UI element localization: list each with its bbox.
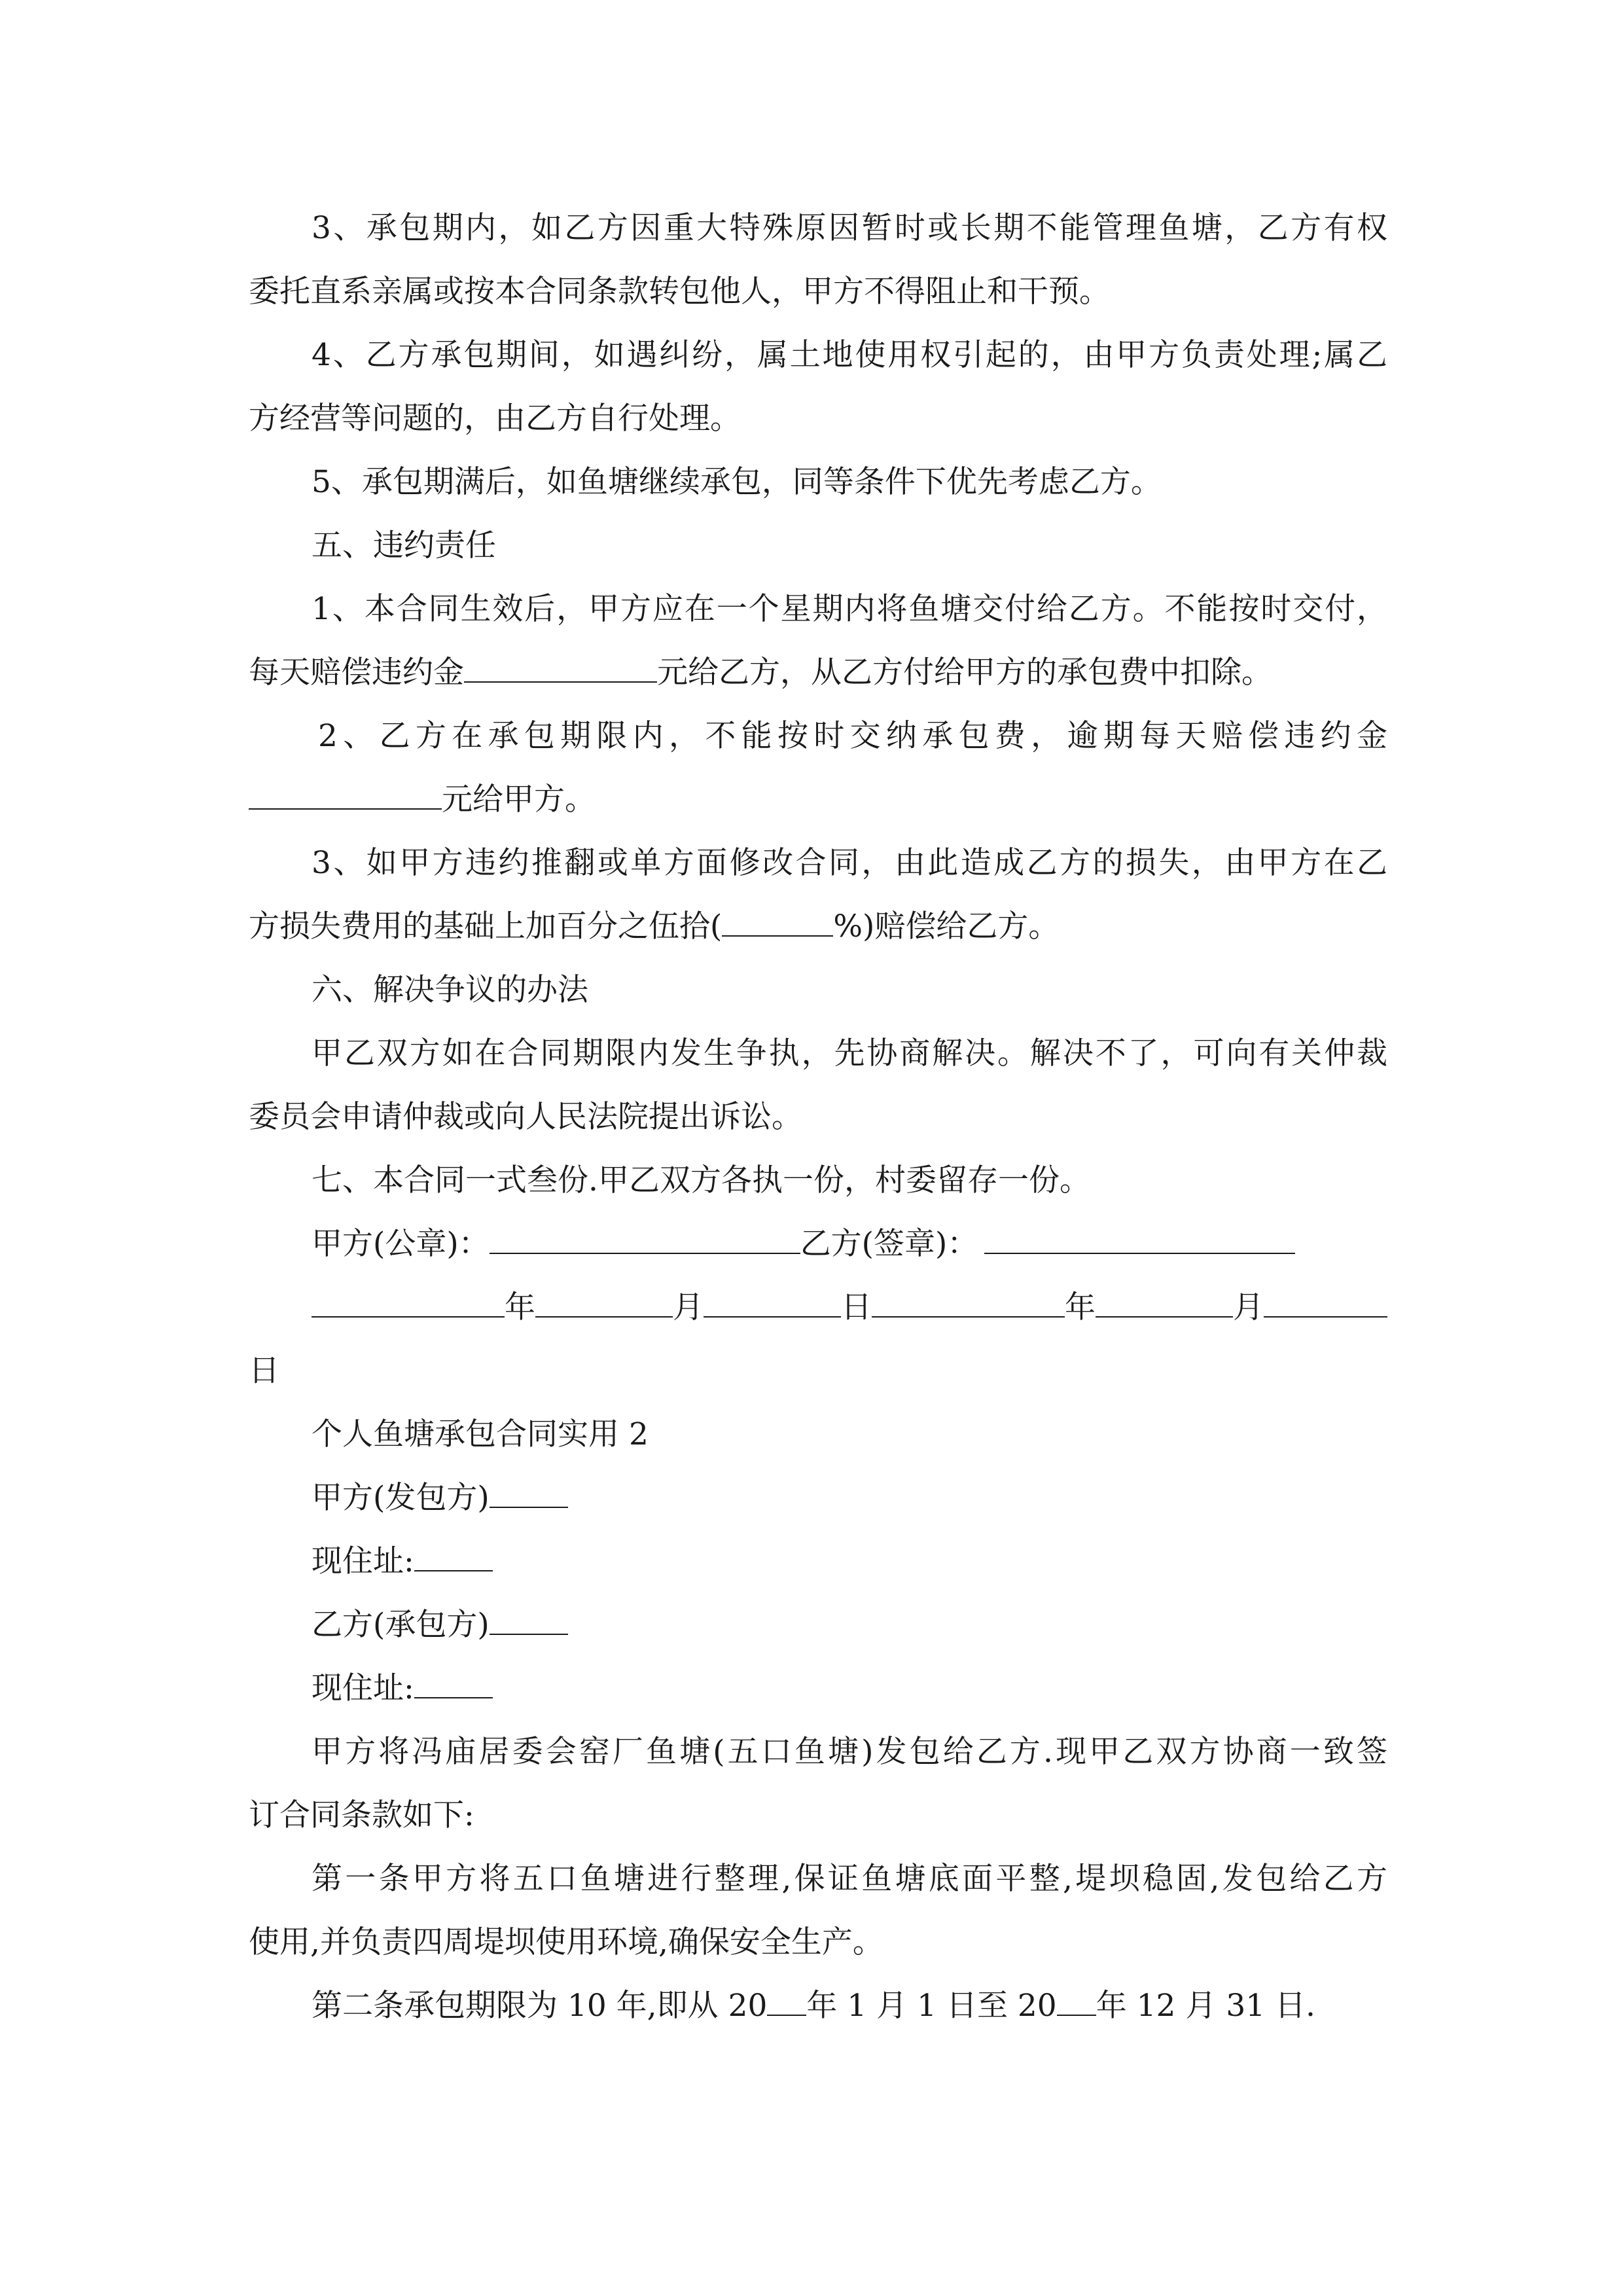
- party-b-day-blank: [1264, 1287, 1387, 1318]
- party-b-year-blank: [872, 1287, 1065, 1318]
- lessee-address-label: 现住址:: [312, 1670, 414, 1706]
- late-fee-blank: [249, 780, 442, 810]
- clause-3-line-2: 委托直系亲属或按本合同条款转包他人，甲方不得阻止和干预。: [249, 274, 1110, 310]
- breach-1-text-a: 每天赔偿违约金: [249, 655, 464, 691]
- penalty-amount-blank: [464, 653, 657, 683]
- breach-1-line-1: 1、本合同生效后，甲方应在一个星期内将鱼塘交付给乙方。不能按时交付，: [312, 591, 1387, 627]
- lessee-address-blank: [414, 1668, 493, 1698]
- breach-3-text-a: 方损失费用的基础上加百分之伍拾(: [249, 908, 722, 944]
- day-label-a: 日: [841, 1289, 872, 1325]
- lessor-blank: [490, 1478, 568, 1508]
- lessor-line: [249, 1466, 1387, 1530]
- party-a-seal-label: 甲方(公章)：: [312, 1226, 490, 1262]
- month-label-a: 月: [673, 1289, 704, 1325]
- party-b-seal-blank: [984, 1224, 1295, 1254]
- article-1-line-2: 使用,并负责四周堤坝使用环境,确保安全生产。: [249, 1924, 883, 1960]
- breach-3-line-2: [249, 895, 1387, 958]
- intro-line-1: 甲方将冯庙居委会窑厂鱼塘(五口鱼塘)发包给乙方.现甲乙双方协商一致签: [312, 1734, 1387, 1770]
- breach-2-text-b: 元给甲方。: [442, 781, 596, 817]
- contract-2-title: 个人鱼塘承包合同实用 2: [312, 1416, 649, 1452]
- dispute-line-2: 委员会申请仲裁或向人民法院提出诉讼。: [249, 1099, 802, 1135]
- end-year-blank: [1057, 1986, 1096, 2016]
- clause-5-line-1: 5、承包期满后，如鱼塘继续承包，同等条件下优先考虑乙方。: [312, 464, 1162, 500]
- article-2-text-b: 年 1 月 1 日至 20: [806, 1988, 1057, 2024]
- year-label-b: 年: [1065, 1289, 1096, 1325]
- breach-1-text-b: 元给乙方，从乙方付给甲方的承包费中扣除。: [657, 655, 1272, 691]
- article-2-text-c: 年 12 月 31 日.: [1096, 1988, 1315, 2024]
- section-7-copies: 七、本合同一式叁份.甲乙双方各执一份，村委留存一份。: [312, 1162, 1090, 1198]
- party-b-month-blank: [1096, 1287, 1233, 1318]
- dispute-line-1: 甲乙双方如在合同期限内发生争执，先协商解决。解决不了，可向有关仲裁: [312, 1035, 1387, 1071]
- section-5-heading: 五、违约责任: [312, 528, 496, 564]
- clause-4-line-2: 方经营等问题的，由乙方自行处理。: [249, 401, 741, 437]
- section-6-heading: 六、解决争议的办法: [312, 972, 588, 1008]
- party-a-year-blank: [312, 1287, 505, 1318]
- year-label-a: 年: [505, 1289, 535, 1325]
- date-line-wrap: 日: [249, 1353, 279, 1389]
- lessor-address-label: 现住址:: [312, 1543, 414, 1579]
- article-2-text-a: 第二条承包期限为 10 年,即从 20: [312, 1988, 768, 2024]
- breach-2-line-2: [249, 768, 1387, 831]
- percentage-blank: [722, 906, 833, 937]
- signature-line: [249, 1212, 1387, 1276]
- clause-3-line-1: 3、承包期内，如乙方因重大特殊原因暂时或长期不能管理鱼塘，乙方有权: [312, 210, 1387, 246]
- intro-line-2: 订合同条款如下:: [249, 1797, 474, 1833]
- breach-1-line-2: [249, 641, 1387, 704]
- party-b-seal-label: 乙方(签章)：: [800, 1226, 978, 1262]
- article-2-line: [249, 1974, 1387, 2037]
- article-1-line-1: 第一条甲方将五口鱼塘进行整理,保证鱼塘底面平整,堤坝稳固,发包给乙方: [312, 1861, 1387, 1897]
- contract-text: [249, 196, 1387, 2037]
- date-line: [249, 1276, 1387, 1339]
- lessee-blank: [490, 1605, 568, 1635]
- breach-3-line-1: 3、如甲方违约推翻或单方面修改合同，由此造成乙方的损失，由甲方在乙: [312, 845, 1387, 881]
- party-a-seal-blank: [490, 1224, 800, 1254]
- party-a-month-blank: [535, 1287, 673, 1318]
- lessor-address-line: [249, 1530, 1387, 1593]
- lessor-address-blank: [414, 1541, 493, 1571]
- start-year-blank: [767, 1986, 806, 2016]
- breach-2-line-1: 2、乙方在承包期限内，不能按时交纳承包费，逾期每天赔偿违约金: [318, 718, 1387, 754]
- lessee-label: 乙方(承包方): [312, 1607, 490, 1643]
- lessor-label: 甲方(发包方): [312, 1480, 490, 1516]
- month-label-b: 月: [1233, 1289, 1264, 1325]
- lessee-address-line: [249, 1657, 1387, 1720]
- party-a-day-blank: [704, 1287, 841, 1318]
- lessee-line: [249, 1593, 1387, 1657]
- clause-4-line-1: 4、乙方承包期间，如遇纠纷，属土地使用权引起的，由甲方负责处理;属乙: [312, 337, 1387, 373]
- breach-3-text-b: %)赔偿给乙方。: [833, 908, 1060, 944]
